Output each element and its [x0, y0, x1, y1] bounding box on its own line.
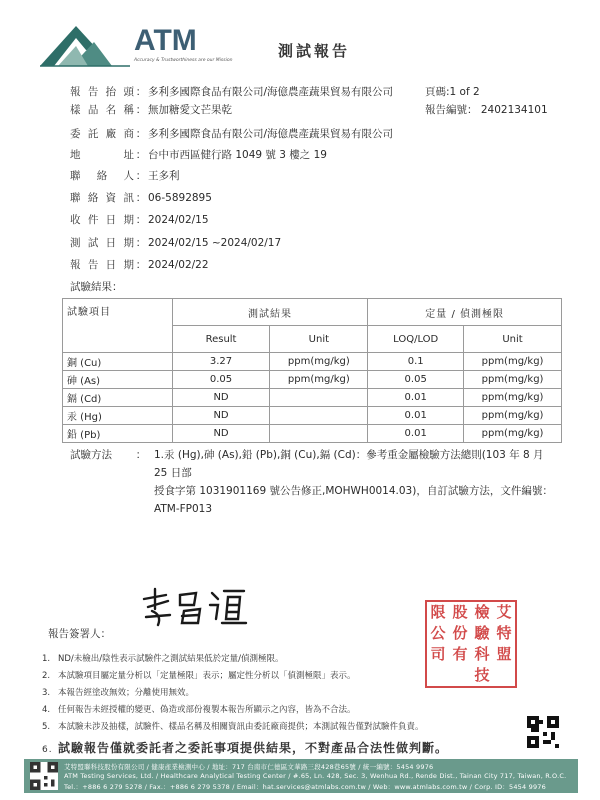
info-received-date: 收件日期 ： 2024/02/15: [70, 214, 209, 226]
table-row: [63, 425, 562, 443]
company-logo: [38, 18, 238, 70]
cell-result: ND: [172, 425, 270, 443]
cell-result: ND: [172, 389, 270, 407]
test-method-line: 授食字第 1031901169 號公告修正,MOHWH0014.03)，自訂試驗方法，文件編號：: [154, 485, 553, 497]
info-applicant: 報告抬頭 ： 多利多國際食品有限公司/海億農產蔬果貿易有限公司: [70, 86, 394, 98]
footer-qr-icon[interactable]: [30, 762, 58, 790]
footer-line: ATM Testing Services, Ltd. / Healthcare Analytical Testing Center / #.65, Ln. 428, Sec. 3, Wenhua Rd., Rende Dist., Tainan City 717, Taiwan, R.O.C.: [64, 772, 567, 780]
cell-unit: [270, 407, 368, 425]
header-limit: 定量 / 偵測極限: [368, 299, 562, 326]
header-loq: LOQ/LOD: [368, 326, 464, 353]
handwritten-signature: [140, 585, 250, 634]
cell-result: 3.27: [172, 353, 270, 371]
note-item: 2. 本試驗項目屬定量分析以「定量極限」表示；屬定性分析以「偵測極限」表示。: [42, 671, 356, 681]
page-number: 頁碼:1 of 2: [425, 86, 480, 98]
header-result: Result: [172, 326, 270, 353]
footer-line: 艾特盟聯科技股份有限公司 / 健康產業檢測中心 / 地址：717 台南市仁德區文華路三段428巷65號 / 統一編號：5454 9976: [64, 763, 434, 771]
notes-list: [42, 651, 542, 760]
cell-item: 鎘 (Cd): [63, 389, 173, 407]
footer-line: Tel.：+886 6 279 5278 / Fax.：+886 6 279 5378 / Email：hat.services@atmlabs.com.tw / Web：www.atmlabs.com.tw / Corp. ID：5454 9976: [64, 783, 546, 791]
header-test-item: 試驗項目: [63, 299, 173, 353]
cell-loq: 0.01: [368, 389, 464, 407]
logo-wordmark: ATM: [134, 24, 197, 57]
cell-unit-limit: ppm(mg/kg): [464, 425, 562, 443]
logo-tagline: Accuracy & Trustworthiness are our Mission: [134, 58, 233, 63]
cell-loq: 0.01: [368, 407, 464, 425]
note-item: 4. 任何報告未經授權的變更、偽造或部份複製本報告所顯示之內容，皆為不合法。: [42, 705, 356, 715]
cell-unit: ppm(mg/kg): [270, 371, 368, 389]
cell-unit-limit: ppm(mg/kg): [464, 407, 562, 425]
info-sample: 樣品名稱 ： 無加糖愛文芒果乾: [70, 104, 232, 116]
cell-unit-limit: ppm(mg/kg): [464, 371, 562, 389]
info-address: 地 址 ： 台中市西區健行路 1049 號 3 樓之 19: [70, 149, 327, 161]
results-heading: 試驗結果：: [70, 281, 123, 293]
info-client: 委託廠商 ： 多利多國際食品有限公司/海億農產蔬果貿易有限公司: [70, 128, 394, 140]
header-unit-limit: Unit: [464, 326, 562, 353]
company-seal-stamp: 艾 特 盟 檢 驗 科 技 股 份 有 限 公 司: [425, 600, 517, 688]
cell-loq: 0.1: [368, 353, 464, 371]
cell-result: ND: [172, 407, 270, 425]
note-item: 3. 本報告經塗改無效；分離使用無效。: [42, 688, 195, 698]
cell-item: 砷 (As): [63, 371, 173, 389]
cell-loq: 0.01: [368, 425, 464, 443]
header-test-result: 測試結果: [172, 299, 368, 326]
note-item: 6. 試驗報告僅就委託者之委託事項提供結果，不對產品合法性做判斷。: [42, 741, 449, 755]
table-row: [63, 353, 562, 371]
document-title: 測試報告: [278, 42, 351, 60]
cell-item: 銅 (Cu): [63, 353, 173, 371]
info-test-date: 測試日期 ： 2024/02/15 ~2024/02/17: [70, 237, 282, 249]
cell-item: 汞 (Hg): [63, 407, 173, 425]
qr-code-icon[interactable]: [527, 716, 559, 748]
note-item: 5. 本試驗未涉及抽樣，試驗件、樣品名稱及相關資訊由委託廠商提供；本測試報告僅對試驗件負責。: [42, 722, 424, 732]
note-item: 1. ND/未檢出/陰性表示試驗件之測試結果低於定量/偵測極限。: [42, 654, 284, 664]
footer-bar: [24, 759, 578, 793]
test-method: 試驗方法 ： 1.汞 (Hg),砷 (As),鉛 (Pb),銅 (Cu),鎘 (Cd)：參考重金屬檢驗方法總則(103 年 8 月 25 日部 授食字第 1031901169 號公告修正,MOHWH0014.03)，自訂試驗方法，文件編號： ATM-FP013: [70, 446, 560, 464]
table-header-row: [63, 299, 562, 326]
table-row: [63, 371, 562, 389]
report-number: 報告編號： 2402134101: [425, 104, 548, 116]
table-row: [63, 407, 562, 425]
cell-unit-limit: ppm(mg/kg): [464, 353, 562, 371]
cell-loq: 0.05: [368, 371, 464, 389]
cell-item: 鉛 (Pb): [63, 425, 173, 443]
cell-unit-limit: ppm(mg/kg): [464, 389, 562, 407]
header-unit: Unit: [270, 326, 368, 353]
cell-unit: ppm(mg/kg): [270, 353, 368, 371]
test-method-line: 1.汞 (Hg),砷 (As),鉛 (Pb),銅 (Cu),鎘 (Cd)：參考重金屬檢驗方法總則(103 年 8 月 25 日部: [154, 449, 544, 479]
table-row: [63, 389, 562, 407]
results-table: [62, 298, 562, 443]
test-method-line: ATM-FP013: [154, 503, 213, 515]
cell-unit: [270, 389, 368, 407]
info-contact: 聯絡人 ： 王多利: [70, 170, 180, 182]
test-method-label: 試驗方法: [70, 449, 112, 461]
info-phone: 聯絡資訊 ： 06-5892895: [70, 192, 212, 204]
cell-result: 0.05: [172, 371, 270, 389]
info-report-date: 報告日期 ： 2024/02/22: [70, 259, 209, 271]
signatory-label: 報告簽署人：: [48, 628, 111, 640]
cell-unit: [270, 425, 368, 443]
